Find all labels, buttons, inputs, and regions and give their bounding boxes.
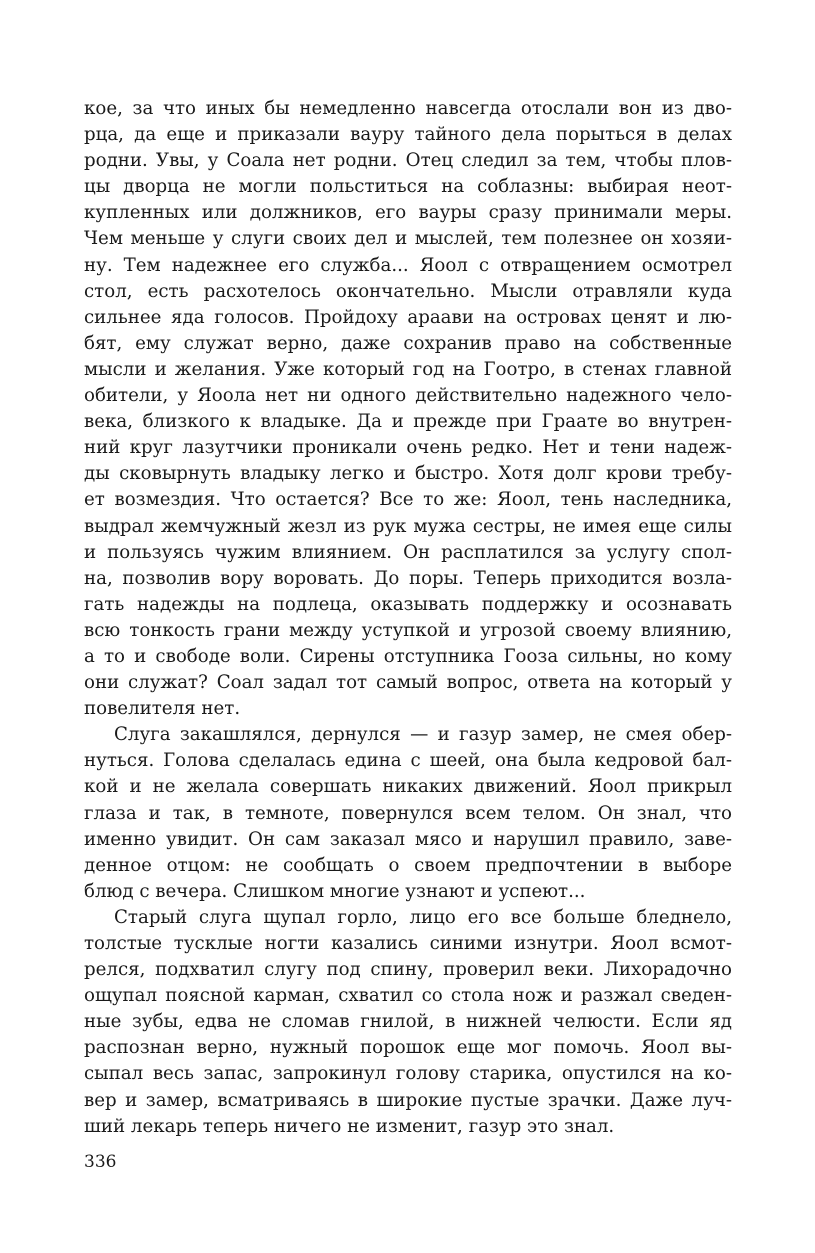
text-line: и пользуясь чужим влиянием. Он расплатился за услугу спол-	[84, 541, 732, 563]
text-line: цы дворца не могли польститься на соблазны: выбирая неот-	[84, 176, 732, 198]
text-line: века, близкого к владыке. Да и прежде при Граате во внутрен-	[84, 411, 732, 433]
text-line: вер и замер, всматриваясь в широкие пустые зрачки. Даже луч-	[84, 1089, 732, 1111]
text-line: родни. Увы, у Соала нет родни. Отец следил за тем, чтобы плов-	[84, 150, 732, 172]
text-line: бят, ему служат верно, даже сохранив право на собственные	[84, 332, 732, 354]
text-line: повелителя нет.	[84, 698, 241, 720]
text-line: ные зубы, едва не сломав гнилой, в нижней челюсти. Если яд	[84, 1011, 732, 1033]
paragraph	[84, 905, 732, 1140]
text-line: на, позволив вору воровать. До поры. Теперь приходится возла-	[84, 567, 732, 589]
text-line: кой и не желала совершать никаких движений. Яоол прикрыл	[84, 776, 732, 798]
text-line: денное отцом: не сообщать о своем предпочтении в выборе	[84, 854, 732, 876]
text-line: они служат? Соал задал тот самый вопрос, ответа на который у	[84, 672, 732, 694]
text-line: купленных или должников, его вауры сразу принимали меры.	[84, 202, 732, 224]
text-line: именно увидит. Он сам заказал мясо и нарушил правило, заве-	[84, 828, 732, 850]
text-line: распознан верно, нужный порошок еще мог помочь. Яоол вы-	[84, 1037, 732, 1059]
text-line: ощупал поясной карман, схватил со стола нож и разжал сведен-	[84, 985, 732, 1007]
text-line: мысли и желания. Уже который год на Гоотро, в стенах главной	[84, 358, 732, 380]
text-line: Чем меньше у слуги своих дел и мыслей, тем полезнее он хозяи-	[84, 228, 732, 250]
text-line: ну. Тем надежнее его служба... Яоол с отвращением осмотрел	[84, 254, 732, 276]
text-line: ды сковырнуть владыку легко и быстро. Хотя долг крови требу-	[84, 463, 732, 485]
paragraph	[84, 96, 732, 722]
text-line: ет возмездия. Что остается? Все то же: Яоол, тень наследника,	[84, 489, 732, 511]
text-line: стол, есть расхотелось окончательно. Мысли отравляли куда	[84, 280, 732, 302]
text-line: всю тонкость грани между уступкой и угрозой своему влиянию,	[84, 619, 732, 641]
page-body-text	[84, 96, 732, 1140]
text-line: рца, да еще и приказали вауру тайного дела порыться в делах	[84, 124, 732, 146]
text-line: релся, подхватил слугу под спину, проверил веки. Лихорадочно	[84, 959, 732, 981]
text-line: кое, за что иных бы немедленно навсегда отослали вон из дво-	[84, 98, 732, 119]
text-line: Старый слуга щупал горло, лицо его все больше бледнело,	[114, 906, 732, 928]
paragraph	[84, 722, 732, 905]
text-line: толстые тусклые ногти казались синими изнутри. Яоол всмот-	[84, 933, 732, 954]
text-line: ший лекарь теперь ничего не изменит, газур это знал.	[84, 1115, 615, 1137]
text-line: Слуга закашлялся, дернулся — и газур замер, не смея обер-	[114, 724, 732, 746]
text-line: блюд с вечера. Слишком многие узнают и успеют...	[84, 880, 586, 902]
text-line: а то и свободе воли. Сирены отступника Гооза сильны, но кому	[84, 645, 732, 667]
text-line: глаза и так, в темноте, повернулся всем телом. Он знал, что	[84, 802, 732, 824]
text-line: гать надежды на подлеца, оказывать поддержку и осознавать	[84, 593, 732, 615]
text-line: ний круг лазутчики проникали очень редко. Нет и тени надеж-	[84, 437, 732, 459]
page-number: 336	[84, 1152, 117, 1172]
text-line: сыпал весь запас, запрокинул голову старика, опустился на ко-	[84, 1063, 732, 1085]
text-line: обители, у Яоола нет ни одного действительно надежного чело-	[84, 385, 732, 407]
text-line: нуться. Голова сделалась едина с шеей, она была кедровой бал-	[84, 750, 732, 772]
text-line: выдрал жемчужный жезл из рук мужа сестры, не имея еще силы	[84, 515, 732, 537]
text-line: сильнее яда голосов. Пройдоху араави на островах ценят и лю-	[84, 306, 732, 328]
